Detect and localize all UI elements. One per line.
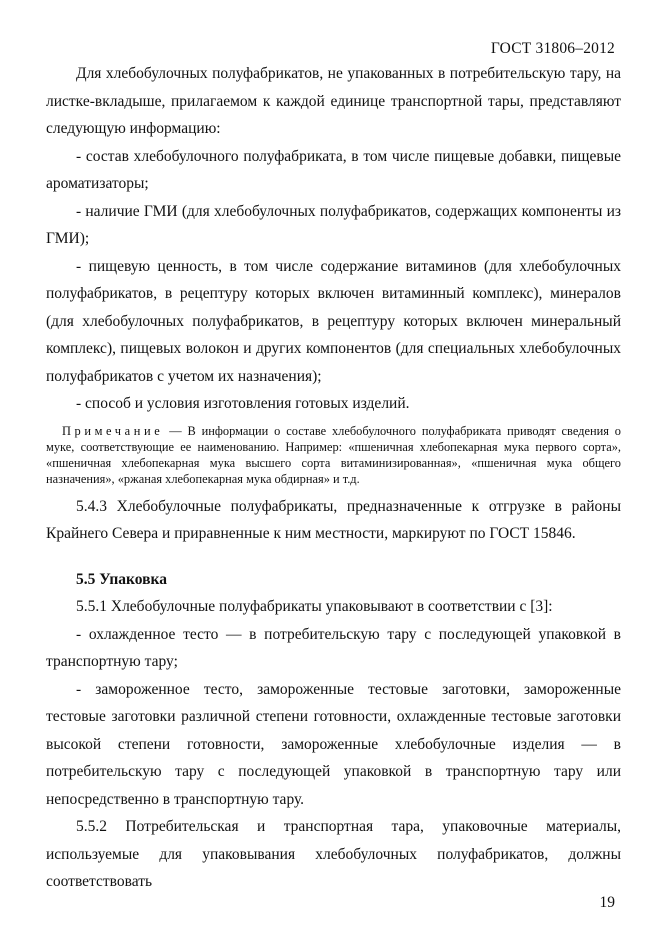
- clause-5-5-2: 5.5.2 Потребительская и транспортная тара, упаковочные материалы, используемые для упаковывания хлебобулочных полуфабрикатов, должны соответствовать: [46, 818, 621, 890]
- clause-5-5-1: 5.5.1 Хлебобулочные полуфабрикаты упаковывают в соответствии с [3]:: [76, 598, 553, 615]
- note-text: — В информации о составе хлебобулочного полуфабриката приводят сведения о муке, соответствующие ее наименованию. Например: «пшеничная хлебопекарная мука первого сорта», «пшеничная хлебопекарная мука высшего сорта витаминизированная», «пшеничная мука общего назначения», «ржаная хлебопекарная мука обдирная» и т.д.: [46, 423, 621, 486]
- paragraph-labeling-info: Для хлебобулочных полуфабрикатов, не упакованных в потребительскую тару, на листке-вкладыше, прилагаемом к каждой единице транспортной тары, представляют следующую информацию:: [46, 65, 621, 137]
- note-label: Примечание: [62, 423, 164, 438]
- list-item-preparation: - способ и условия изготовления готовых изделий.: [76, 395, 410, 412]
- document-code-header: ГОСТ 31806–2012: [490, 40, 615, 57]
- list-item-composition: - состав хлебобулочного полуфабриката, в том числе пищевые добавки, пищевые ароматизаторы;: [46, 147, 621, 192]
- list-item-chilled-dough: - охлажденное тесто — в потребительскую тару с последующей упаковкой в транспортную тару;: [46, 625, 621, 670]
- list-item-gmo: - наличие ГМИ (для хлебобулочных полуфабрикатов, содержащих компоненты из ГМИ);: [46, 202, 621, 247]
- page-number: 19: [599, 894, 615, 911]
- note-block: [46, 423, 621, 487]
- list-item-nutrition: - пищевую ценность, в том числе содержание витаминов (для хлебобулочных полуфабрикатов, в рецептуру которых включен витаминный комплекс), минералов (для хлебобулочных полуфабрикатов, в рецептуру которых включен минеральный комплекс), пищевых волокон и других компонентов (для специальных хлебобулочных полуфабрикатов с учетом их назначения);: [46, 257, 621, 385]
- section-title-packaging: 5.5 Упаковка: [76, 570, 167, 588]
- list-item-frozen-products: - замороженное тесто, замороженные тестовые заготовки, замороженные тестовые заготовки различной степени готовности, охлажденные тестовые заготовки высокой степени готовности, замороженные хлебобулочные изделия — в потребительскую тару с последующей упаковкой в транспортную тару или непосредственно в транспортную тару.: [46, 680, 621, 808]
- clause-5-4-3: 5.4.3 Хлебобулочные полуфабрикаты, предназначенные к отгрузке в районы Крайнего Севера и приравненные к ним местности, маркируют по ГОСТ 15846.: [46, 497, 621, 542]
- document-body: [46, 60, 621, 896]
